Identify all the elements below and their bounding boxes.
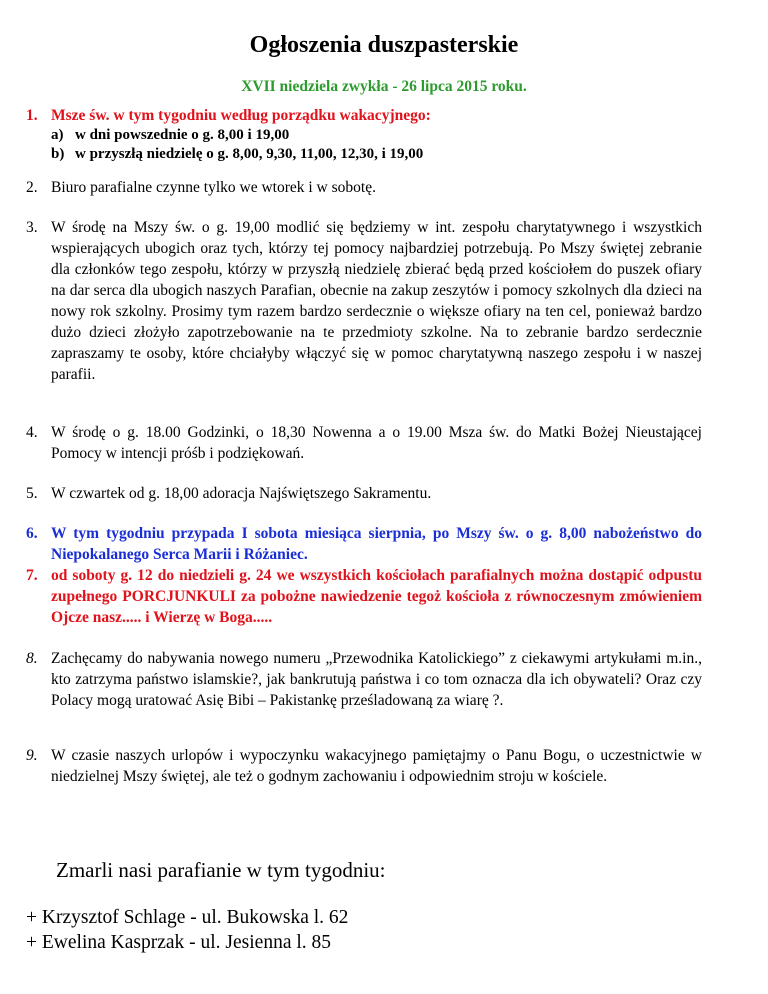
page-title: Ogłoszenia duszpasterskie [249,32,519,58]
announcement-number: 6. [26,525,38,542]
announcement-8 [26,648,702,711]
announcement-text: Biuro parafialne czynne tylko we wtorek i w sobotę. [51,179,376,196]
announcement-text: W czasie naszych urlopów i wypoczynku wakacyjnego pamiętajmy o Panu Bogu, o uczestnictwie w niedzielnej Mszy świętej, ale też o godnym zachowaniu i odpowiednim stroju w kościele. [51,747,702,785]
announcement-text: od soboty g. 12 do niedzieli g. 24 we wszystkich kościołach parafialnych można dostąpić odpustu zupełnego PORCJUNKULI za pobożne nawiedzenie tegoż kościoła z równoczesnym zmówieniem Ojcze nasz..... i Wierzę w Boga..... [51,567,702,626]
deceased-entry: + Ewelina Kasprzak - ul. Jesienna l. 85 [26,932,332,953]
announcement-number: 3. [26,219,38,236]
mass-schedule-list [51,126,702,164]
announcement-number: 2. [26,179,38,196]
announcement-6 [26,523,702,565]
announcement-1 [26,105,702,164]
announcement-text: W czwartek od g. 18,00 adoracja Najświętszego Sakramentu. [51,485,432,502]
announcement-number: 1. [26,107,38,124]
announcement-text: Msze św. w tym tygodniu według porządku wakacyjnego: [51,107,431,124]
announcement-number: 4. [26,424,38,441]
announcement-text: W środę o g. 18.00 Godzinki, o 18,30 Nowenna a o 19.00 Msza św. do Matki Bożej Nieustającej Pomocy w intencji próśb i podziękowań. [51,424,702,462]
announcement-text: W środę na Mszy św. o g. 19,00 modlić się będziemy w int. zespołu charytatywnego i wszystkich wspierających ubogich oraz tych, którzy tej pomocy najbardziej potrzebują. Po Mszy świętej zebranie dla członków tego zespołu, którzy w przyszłą niedzielę zbierać będą przed kościołem do puszek ofiary na dar serca dla ubogich naszych Parafian, obecnie na zakup zeszytów i pomocy szkolnych dla dzieci na nowy rok szkolny. Prosimy tym razem bardzo serdecznie o większe ofiary na ten cel, ponieważ bardzo dużo dzieci złożyło zapotrzebowanie na te przedmioty szkolne. Na to zebranie bardzo serdecznie zapraszamy te osoby, które chciałyby włączyć się w pomoc charytatywną naszego zespołu i w naszej parafii. [51,219,702,383]
page-subtitle: XVII niedziela zwykła - 26 lipca 2015 roku. [241,78,527,95]
announcement-number: 9. [26,747,38,764]
mass-schedule-sunday: b) w przyszłą niedzielę o g. 8,00, 9,30, 11,00, 12,30, i 19,00 [51,146,424,162]
deceased-entry: + Krzysztof Schlage - ul. Bukowska l. 62 [26,907,349,928]
announcement-number: 8. [26,650,38,667]
announcement-2 [26,177,702,198]
announcement-3 [26,217,702,385]
announcement-5 [26,483,702,504]
announcement-7 [26,565,702,628]
announcement-number: 5. [26,485,38,502]
mass-schedule-weekdays: a) w dni powszednie o g. 8,00 i 19,00 [51,127,290,143]
announcement-9 [26,745,702,787]
announcement-4 [26,422,702,464]
deceased-heading: Zmarli nasi parafianie w tym tygodniu: [56,858,386,882]
announcement-text: W tym tygodniu przypada I sobota miesiąca sierpnia, po Mszy św. o g. 8,00 nabożeństwo do Niepokalanego Serca Marii i Różaniec. [51,525,702,563]
announcement-number: 7. [26,567,38,584]
announcement-text: Zachęcamy do nabywania nowego numeru „Przewodnika Katolickiego” z ciekawymi artykułami m.in., kto zatrzyma państwo islamskie?, jak bankrutują państwa i co tom oznacza dla ich obywateli? Oraz czy Polacy mogą uratować Asię Bibi – Pakistankę prześladowaną za wiarę ?. [51,650,702,709]
